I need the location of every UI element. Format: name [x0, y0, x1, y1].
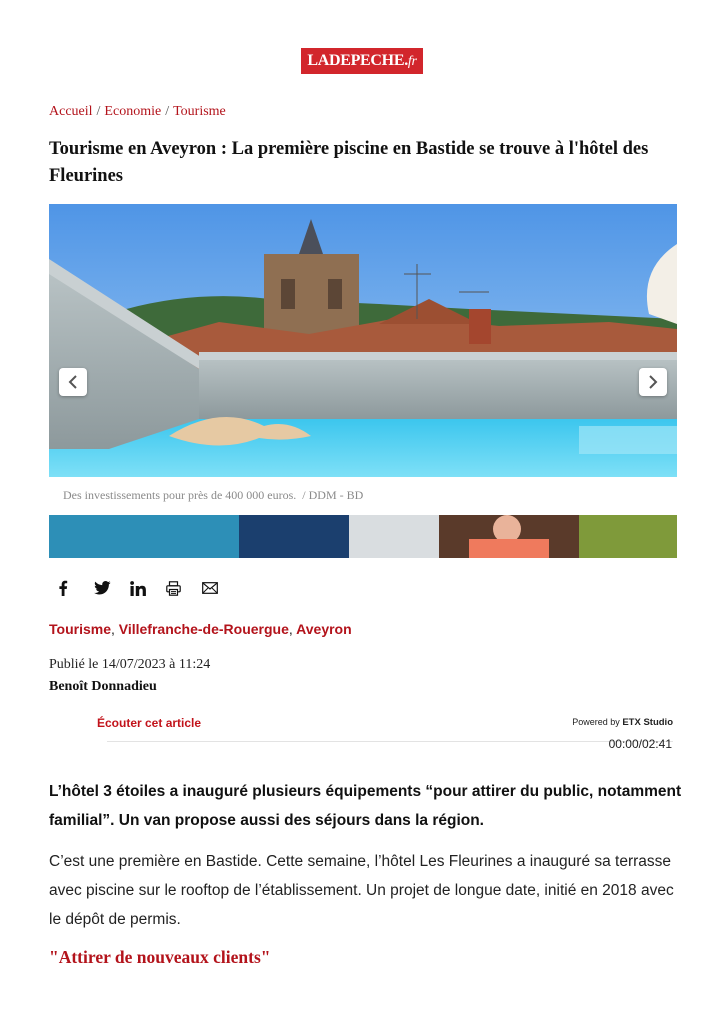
breadcrumb	[49, 104, 226, 120]
breadcrumb-separator: /	[165, 104, 170, 119]
facebook-icon	[58, 580, 68, 596]
share-bar	[58, 578, 238, 598]
listen-article-button[interactable]: Écouter cet article	[97, 716, 202, 730]
hero-photo	[49, 204, 677, 477]
powered-brand: ETX Studio	[622, 717, 673, 728]
twitter-icon	[94, 581, 111, 595]
tag-aveyron[interactable]: Aveyron	[296, 621, 352, 637]
linkedin-icon	[130, 581, 146, 596]
caption-text: Des investissements pour près de 400 000 euros.	[63, 488, 297, 502]
email-icon	[202, 582, 218, 594]
breadcrumb-tourisme[interactable]: Tourisme	[173, 104, 226, 119]
audio-player	[97, 714, 673, 754]
site-header	[0, 48, 724, 74]
breadcrumb-separator: /	[96, 104, 101, 119]
chevron-right-icon	[648, 375, 658, 389]
tag-separator: ,	[110, 621, 115, 637]
tag-tourisme[interactable]: Tourisme	[49, 621, 111, 637]
site-logo[interactable]: LADEPECHE.fr	[301, 48, 422, 74]
carousel-next-button[interactable]	[639, 368, 667, 396]
thumbnail-photo	[49, 515, 677, 558]
carousel-prev-button[interactable]	[59, 368, 87, 396]
powered-prefix: Powered by	[572, 717, 620, 727]
publish-date: Publié le 14/07/2023 à 11:24	[49, 657, 211, 672]
photo-carousel[interactable]	[49, 204, 677, 477]
tag-separator: ,	[288, 621, 293, 637]
share-facebook-button[interactable]	[58, 578, 94, 598]
article-subheading: "Attirer de nouveaux clients"	[49, 947, 271, 967]
print-button[interactable]	[166, 578, 202, 598]
tag-villefranche[interactable]: Villefranche-de-Rouergue	[118, 621, 289, 637]
powered-by	[572, 717, 673, 728]
share-email-button[interactable]	[202, 578, 238, 598]
audio-progress-track[interactable]	[107, 741, 673, 742]
article-lead: L’hôtel 3 étoiles a inauguré plusieurs équipements “pour attirer du public, notamment familial”. Un van propose aussi des séjours dans la région.	[49, 783, 682, 829]
carousel-thumbnail[interactable]	[49, 515, 677, 558]
breadcrumb-accueil[interactable]: Accueil	[49, 104, 93, 119]
photo-caption	[63, 488, 363, 503]
share-linkedin-button[interactable]	[130, 578, 166, 598]
audio-time: 00:00/02:41	[608, 737, 672, 751]
share-twitter-button[interactable]	[94, 578, 130, 598]
chevron-left-icon	[68, 375, 78, 389]
article-title: Tourisme en Aveyron : La première piscine en Bastide se trouve à l'hôtel des Fleurines	[49, 139, 649, 186]
article-tags	[49, 621, 352, 637]
article-body-paragraph: C’est une première en Bastide. Cette semaine, l’hôtel Les Fleurines a inauguré sa terrasse avec piscine sur le rooftop de l’établissement. Un projet de longue date, initié en 2018 avec le dépôt de permis.	[49, 853, 674, 928]
author-name[interactable]: Benoît Donnadieu	[49, 679, 157, 694]
photo-credit: / DDM - BD	[302, 488, 364, 502]
print-icon	[166, 581, 181, 596]
breadcrumb-economie[interactable]: Economie	[104, 104, 162, 119]
